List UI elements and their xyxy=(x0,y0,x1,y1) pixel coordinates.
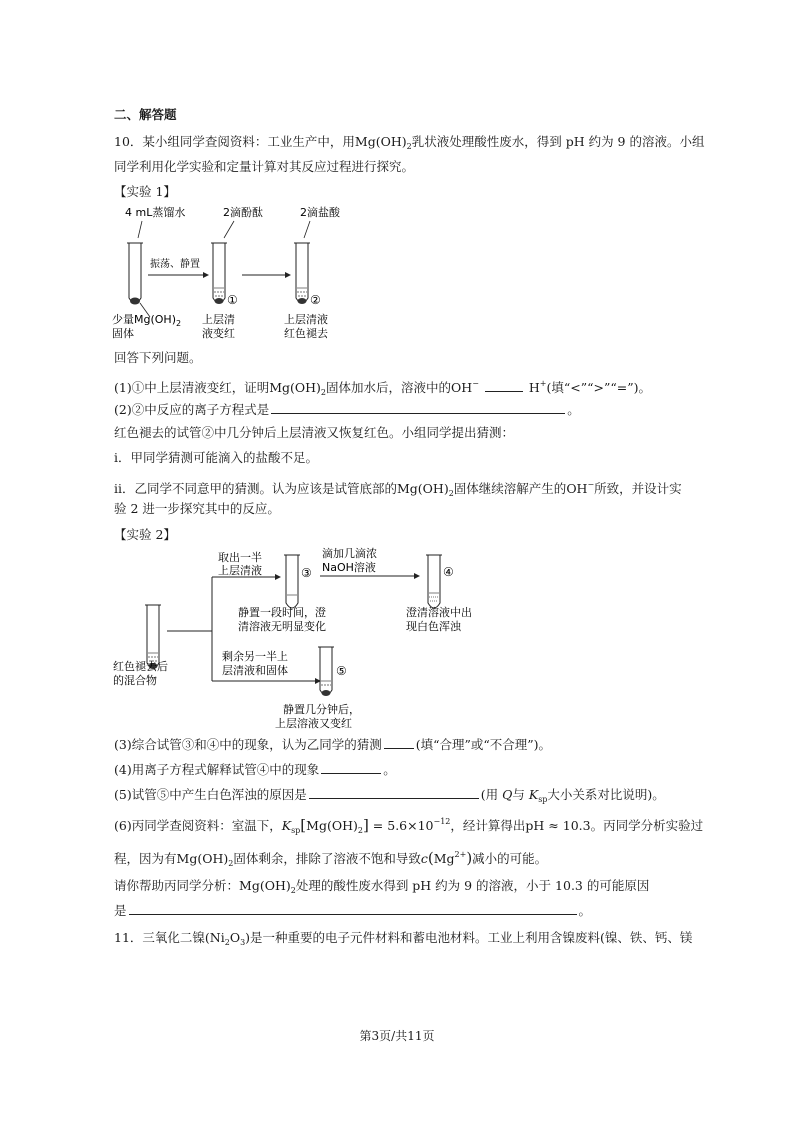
exp1-diagram xyxy=(110,200,360,345)
ksp-expression: $K_{sp}[Mg(OH)_2] = 5.6\times 10^{-12}$ xyxy=(281,816,451,835)
mixture-label: 红色褪去后 xyxy=(113,660,168,673)
fade-observation: 红色褪去的试管②中几分钟后上层清液又恢复红色。小组同学提出猜测： xyxy=(114,425,515,440)
pointer-line xyxy=(224,221,234,238)
ksp-symbol: $K_{sp}$ xyxy=(528,787,548,804)
label-water: 4 mL蒸馏水 xyxy=(125,206,186,219)
take-half-label: 取出一半 xyxy=(218,551,262,564)
caption-tube2-2: 红色褪去 xyxy=(284,327,328,340)
mixture-tube xyxy=(147,605,159,668)
q10-part3: (3)综合试管③和④中的现象，认为乙同学的猜测 (填“合理”或“不合理”)。 xyxy=(114,737,552,752)
oh-ion: OH− xyxy=(566,480,595,496)
pointer-line xyxy=(304,221,310,238)
page-footer: 第3页/共11页 xyxy=(359,1029,435,1043)
tube4-result: 澄清溶液中出 xyxy=(406,606,472,619)
tube5-result: 静置几分钟后， xyxy=(283,703,360,716)
caption-tube1-2: 液变红 xyxy=(202,327,235,340)
tube3-result-2: 清溶液无明显变化 xyxy=(238,620,326,633)
answer-blank-6[interactable] xyxy=(129,902,577,915)
mgoh2-formula: $Mg(OH)_2$ xyxy=(269,380,327,397)
q10-text: 10．某小组同学查阅资料：工业生产中，用 xyxy=(114,134,355,149)
q10-part6: (6)丙同学查阅资料：室温下，$K_{sp}[Mg(OH)_2] = 5.6\times 10^{-12}$，经计算得出pH ≈ 10.3。丙同学分析实验过 xyxy=(114,816,704,835)
tube-number-4: ④ xyxy=(443,565,454,579)
exp2-heading: 【实验 2】 xyxy=(114,527,176,542)
q10-part5: (5)试管⑤中产生白色浑浊的原因是 (用 Q与 $K_{sp}$大小关系对比说明)。 xyxy=(114,787,665,804)
tube-number-2: ② xyxy=(310,293,321,307)
exp2-diagram xyxy=(110,543,500,733)
q11-intro: 11．三氧化二镍$(Ni_2O_3)$是一种重要的电子元件材料和蓄电池材料。工业上利用含镍废料(镍、铁、钙、镁 xyxy=(114,930,693,947)
q10-intro-line2: 同学利用化学实验和定量计算对其反应过程进行探究。 xyxy=(114,159,415,174)
label-phenolphthalein: 2滴酚酞 xyxy=(223,206,263,219)
rest-label-2: 层清液和固体 xyxy=(222,664,288,677)
answer-prompt: 回答下列问题。 xyxy=(114,350,202,365)
oh-ion: OH− xyxy=(451,379,479,395)
mgoh2-formula: $Mg(OH)_2$ xyxy=(354,134,412,151)
section-title: 二、解答题 xyxy=(114,107,177,122)
answer-blank-2[interactable] xyxy=(271,401,565,414)
test-tube-a xyxy=(129,243,141,303)
h-ion: H+ xyxy=(528,379,547,395)
guess-ii-cont: 验 2 进一步探究其中的反应。 xyxy=(114,501,280,516)
mgoh2-formula: $Mg(OH)_2$ xyxy=(397,481,454,498)
mg-concentration: $c(Mg^{2+})$ xyxy=(420,849,473,867)
test-tube-2 xyxy=(296,243,308,303)
rest-label: 剩余另一半上 xyxy=(222,650,288,663)
tube-number-1: ① xyxy=(227,293,238,307)
answer-blank-1[interactable] xyxy=(485,379,523,392)
mgoh2-formula: $Mg(OH)_2$ xyxy=(176,851,234,868)
caption-tube1: 上层清 xyxy=(202,313,235,326)
mgoh2-solid xyxy=(130,298,140,305)
answer-blank-3[interactable] xyxy=(384,736,414,749)
tube5-result-2: 上层溶液又变红 xyxy=(275,717,352,730)
q10-part6-line3: 请你帮助丙同学分析：$Mg(OH)_2$处理的酸性废水得到 pH 约为 9 的溶液，小于 10.3 的可能原因 xyxy=(114,878,650,895)
q10-intro-line1 xyxy=(114,133,704,156)
tube3-result: 静置一段时间，澄 xyxy=(238,606,326,619)
q10-part4: (4)用离子方程式解释试管④中的现象 。 xyxy=(114,762,396,777)
naoh-label: 滴加几滴浓 xyxy=(322,547,377,560)
tube-number-5: ⑤ xyxy=(336,664,347,678)
test-tube-1 xyxy=(213,243,225,303)
label-hcl: 2滴盐酸 xyxy=(300,206,340,219)
caption-solid: 少量$Mg(OH)_2$ xyxy=(112,313,182,328)
tube4-result-2: 现白色浑浊 xyxy=(406,620,461,633)
test-tube-5 xyxy=(320,647,332,695)
q10-part6-line2: 程，因为有$Mg(OH)_2$固体剩余，排除了溶液不饱和导致$c(Mg^{2+})$减小的可能。 xyxy=(114,849,548,868)
pointer-line xyxy=(138,221,142,238)
mgoh2-formula: $Mg(OH)_2$ xyxy=(239,878,296,895)
q10-part6-line4: 是 。 xyxy=(114,903,592,918)
mixture-label-2: 的混合物 xyxy=(113,674,157,687)
caption-tube2: 上层清液 xyxy=(284,313,328,326)
test-tube-4 xyxy=(428,555,440,608)
q10-part2: (2)②中反应的离子方程式是 。 xyxy=(114,402,580,417)
guess-i: i．甲同学猜测可能滴入的盐酸不足。 xyxy=(114,450,318,465)
arrow1-label: 振荡、静置 xyxy=(150,259,200,270)
exp1-heading: 【实验 1】 xyxy=(114,184,176,199)
q10-part1: (1)①中上层清液变红，证明$Mg(OH)_2$固体加水后，溶液中的OH− H+(填“<”“>”“=”)。 xyxy=(114,379,651,397)
test-tube-3 xyxy=(286,555,298,608)
q10-text: 乳状液处理酸性废水，得到 pH 约为 9 的溶液。小组 xyxy=(411,134,705,149)
answer-blank-4[interactable] xyxy=(321,761,381,774)
ni2o3-formula: $Ni_2O_3$ xyxy=(209,930,246,947)
naoh-label-2: NaOH溶液 xyxy=(322,561,376,574)
guess-ii: ii．乙同学不同意甲的猜测。认为应该是试管底部的$Mg(OH)_2$固体继续溶解产生的OH−所致，并设计实 xyxy=(114,480,682,498)
tube-number-3: ③ xyxy=(301,566,312,580)
answer-blank-5[interactable] xyxy=(309,786,479,799)
caption-solid-2: 固体 xyxy=(112,327,134,340)
take-half-label-2: 上层清液 xyxy=(218,564,262,577)
